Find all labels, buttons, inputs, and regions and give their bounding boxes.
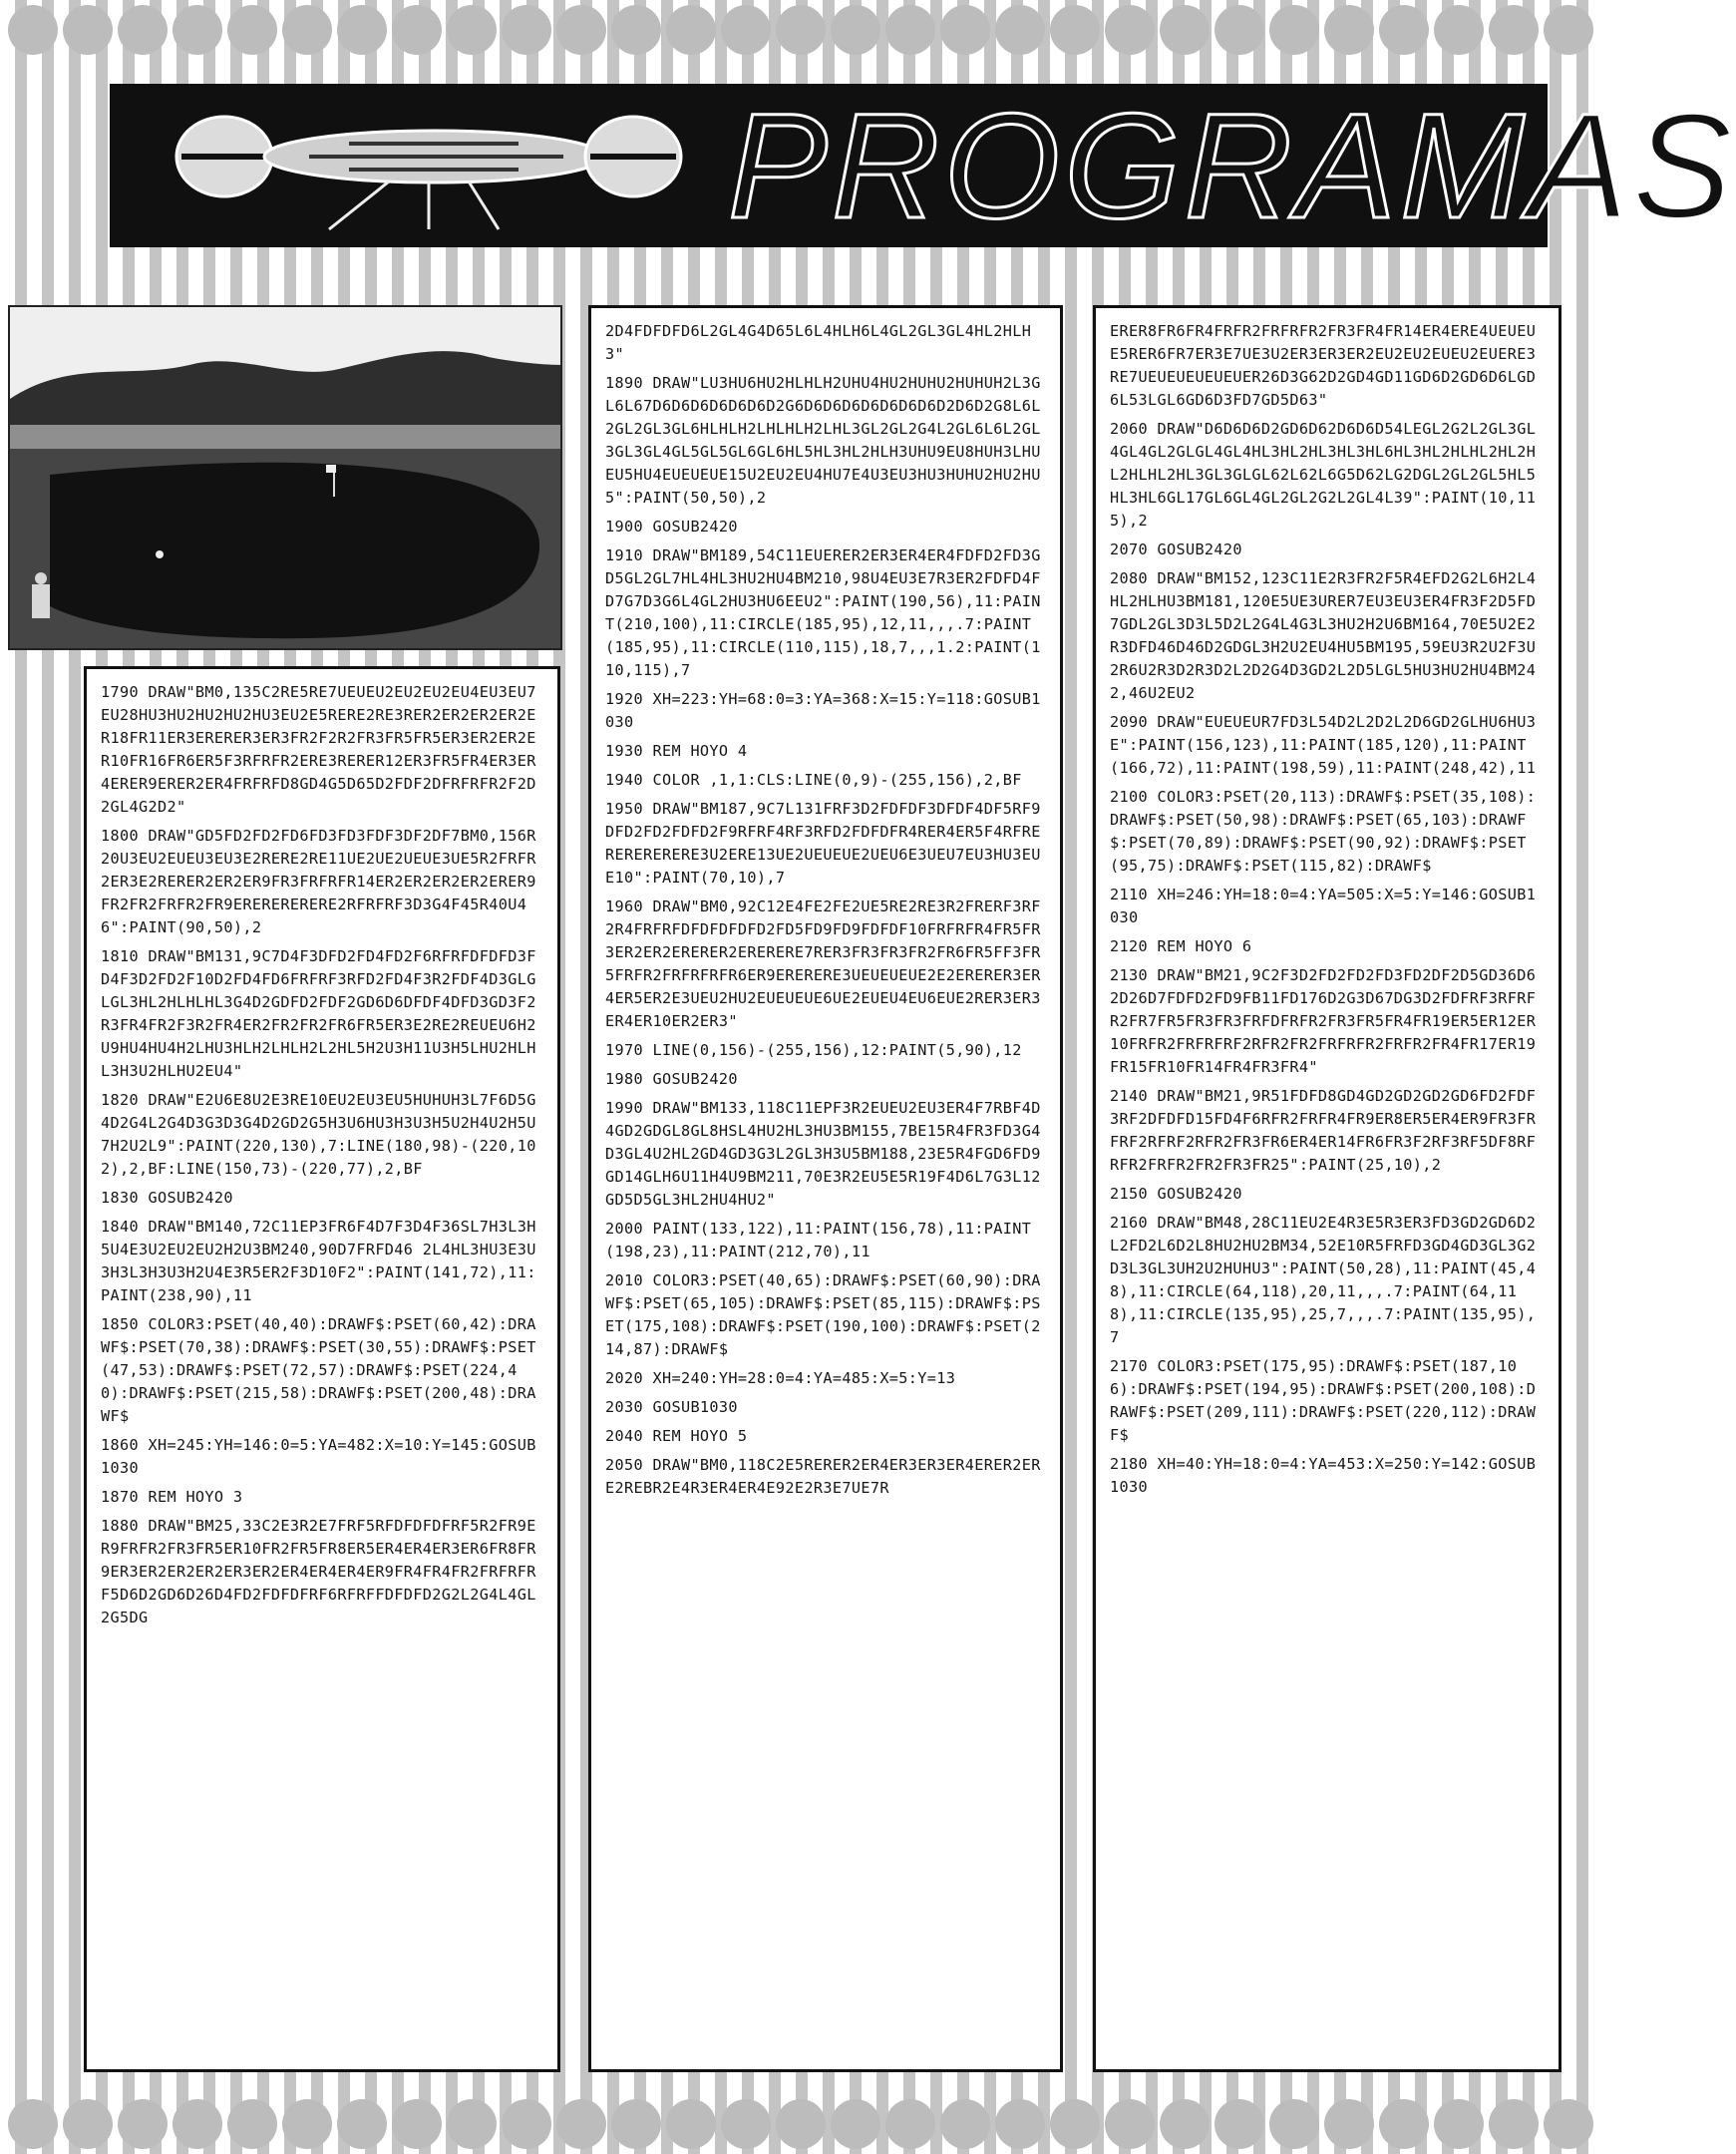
- border-dot: [282, 2099, 332, 2149]
- border-dot: [940, 5, 990, 55]
- code-line: 1900 GOSUB2420: [605, 518, 738, 536]
- code-line: 1930 REM HOYO 4: [605, 742, 748, 760]
- border-dot: [173, 5, 222, 55]
- code-line: 1890 DRAW"LU3HU6HU2HLHLH2UHU4HU2HUHU2HUHUH2L3GL6L67D6D6D6D6D6D6D2G6D6D6D6D6D6D6D6D2D6D2G8L6L2GL2GL3GL6HLHLH2LHLHLH2LHL3GL2GL2G4L2GL6L6L2GL3GL3GL4GL5GL5GL6GL6HL5HL3HL2HLH3UHU9EU8HUH3LHUEU5HU4EUEUEUE15U2EU2EU4HU7E4U3EU3HU3HUHU2HU2HU5":PAINT(50,50),2: [605, 374, 1041, 507]
- code-line: 2020 XH=240:YH=28:0=4:YA=485:X=5:Y=13: [605, 1369, 956, 1387]
- code-line: 1850 COLOR3:PSET(40,40):DRAWF$:PSET(60,42):DRAWF$:PSET(70,38):DRAWF$:PSET(30,55):DRAWF$:PSET(47,53):DRAWF$:PSET(72,57):DRAWF$:PSET(224,40):DRAWF$:PSET(215,58):DRAWF$:PSET(200,48):DRAWF$: [101, 1315, 536, 1425]
- border-dot: [1160, 5, 1210, 55]
- code-line: 1980 GOSUB2420: [605, 1070, 738, 1088]
- border-dot: [8, 5, 58, 55]
- border-dot: [1434, 2099, 1484, 2149]
- border-dot: [995, 5, 1045, 55]
- code-line: 1820 DRAW"E2U6E8U2E3RE10EU2EU3EU5HUHUH3L7F6D5G4D2G4L2G4D3G3D3G4D2GD2G5H3U6HU3H3U3H5U2H4U2H5U7H2U2L9":PAINT(220,130),7:LINE(180,98)-(220,102),2,BF:LINE(150,73)-(220,77),2,BF: [101, 1091, 536, 1178]
- header-banner: [110, 82, 1736, 249]
- border-dot: [337, 2099, 387, 2149]
- code-line: 2120 REM HOYO 6: [1110, 937, 1252, 955]
- border-dot: [1269, 5, 1319, 55]
- border-dot: [63, 5, 113, 55]
- border-dot: [885, 2099, 935, 2149]
- border-dot: [1379, 5, 1429, 55]
- bottom-dot-border: [0, 2094, 1597, 2154]
- border-dot: [1489, 2099, 1539, 2149]
- border-dot: [337, 5, 387, 55]
- page-title: PROGRAMAS: [728, 82, 1736, 249]
- code-line: 1880 DRAW"BM25,33C2E3R2E7FRF5RFDFDFDFRF5R2FR9ER9FRFR2FR3FR5ER10FR2FR5FR8ER5ER4ER4ER3ER6FR8FR9ER3ER2ER2ER2ER3ER2ER4ER4ER4ER9FR4FR4FR2FRFRFRF5D6D2GD6D26D4FD2FDFDFRF6RFRFFDFDFD2G2L2G4L4GL2G5DG: [101, 1517, 536, 1626]
- code-line: 2050 DRAW"BM0,118C2E5RERER2ER4ER3ER3ER4ERER2ERE2REBR2E4R3ER4ER4E92E2R3E7UE7R: [605, 1456, 1041, 1497]
- border-dot: [666, 2099, 716, 2149]
- code-line: 1840 DRAW"BM140,72C11EP3FR6F4D7F3D4F36SL7H3L3H5U4E3U2EU2EU2H2U3BM240,90D7FRFD46 2L4HL3HU3E3U3H3L3H3U3H2U4E3R5ER2F3D10F2":PAINT(141,72),11:PAINT(238,90),11: [101, 1218, 536, 1304]
- border-dot: [1215, 5, 1264, 55]
- code-line: 2030 GOSUB1030: [605, 1398, 738, 1416]
- code-line: 2130 DRAW"BM21,9C2F3D2FD2FD2FD3FD2DF2D5GD36D62D26D7FDFD2FD9FB11FD176D2G3D67DG3D2FDFRF3RFRFR2FR7FR5FR3FR3FRFDFRFR2FR3FR5FR4FR19ER5ER12ER10FRFR2FRFRFRF2RFR2FR2FRFRFR2FRFR2FR4FR17ER19FR15FR10FR14FR4FR3FR4": [1110, 966, 1537, 1076]
- game-screenshot: [8, 305, 562, 650]
- code-line: 1810 DRAW"BM131,9C7D4F3DFD2FD4FD2F6RFRFDFDFD3FD4F3D2FD2F10D2FD4FD6FRFRF3RFD2FD4F3R2FDF4D3GLGLGL3HL2HLHLHL3G4D2GDFD2FDF2GD6D6DFDF4DFD3GD3F2R3FR4FR2F3R2FR4ER2FR2FR2FR6FR5ER3E2RE2REUEU6H2U9HU4HU4H2LHU3HLH2LHLH2L2HL5H2U3H11U3H5LHU2HLHL3H3U2HLHU2EU4": [101, 947, 536, 1080]
- border-dot: [227, 5, 277, 55]
- code-line: 1830 GOSUB2420: [101, 1189, 233, 1207]
- border-dot: [63, 2099, 113, 2149]
- listing-column-1: [84, 666, 560, 2072]
- border-dot: [227, 2099, 277, 2149]
- border-dot: [392, 5, 442, 55]
- code-line: 2160 DRAW"BM48,28C11EU2E4R3E5R3ER3FD3GD2GD6D2L2FD2L6D2L8HU2HU2BM34,52E10R5FRFD3GD4GD3GL3G2D3L3GL3UH2U2HUHU3":PAINT(50,28),11:PAINT(45,48),11:CIRCLE(64,118),20,11,,,.7:PAINT(64,118),11:CIRCLE(135,95),25,7,,,.7:PAINT(135,95),7: [1110, 1214, 1537, 1346]
- code-line: 2180 XH=40:YH=18:0=4:YA=453:X=250:Y=142:GOSUB1030: [1110, 1455, 1537, 1496]
- border-dot: [1269, 2099, 1319, 2149]
- code-line: 2080 DRAW"BM152,123C11E2R3FR2F5R4EFD2G2L6H2L4HL2HLHU3BM181,120E5UE3URER7EU3EU3ER4FR3F2D5FD7GDL2GL3D3L5D2L2G4L4G3L3HU2H2U6BM164,70E5U2E2R3DFD46D46D2GDGL3H2U2EU4HU5BM195,59EU3R2U2F3U2R6U2R3D2R3D2L2D2G4D3GD2L2D5LGL5HU3HU2HU4BM242,46U2EU2: [1110, 569, 1537, 702]
- border-dot: [8, 2099, 58, 2149]
- border-dot: [173, 2099, 222, 2149]
- border-dot: [1105, 5, 1155, 55]
- border-dot: [1544, 2099, 1593, 2149]
- code-line: 2100 COLOR3:PSET(20,113):DRAWF$:PSET(35,108):DRAWF$:PSET(50,98):DRAWF$:PSET(65,103):DRAWF$:PSET(70,89):DRAWF$:PSET(90,92):DRAWF$:PSET(95,75):DRAWF$:PSET(115,82):DRAWF$: [1110, 788, 1537, 875]
- border-dot: [502, 2099, 551, 2149]
- code-line: 1960 DRAW"BM0,92C12E4FE2FE2UE5RE2RE3R2FRERF3RF2R4FRFRFDFDFDFDFD2FD5FD9FD9FDFDF10FRFRFR4FR5FR3ER2ER2ERERER2ERERERE7RER3FR3FR3FR2FR6FR5FF3FR5FRFR2FRFRFRFR6ER9ERERERE3UEUEUEUE2E2ERERER3ER4ER5ER2E3UEU2HU2EUEUEUE6UE2EUEU4EU6EUE2RER3ER3ER4ER10ER2ER3": [605, 898, 1041, 1030]
- border-dot: [1489, 5, 1539, 55]
- border-dot: [611, 5, 661, 55]
- code-line: 2110 XH=246:YH=18:0=4:YA=505:X=5:Y=146:GOSUB1030: [1110, 886, 1537, 926]
- code-line: 2D4FDFDFD6L2GL4G4D65L6L4HLH6L4GL2GL3GL4HL2HLH3": [605, 322, 1032, 363]
- code-line: ERER8FR6FR4FRFR2FRFRFR2FR3FR4FR14ER4ERE4UEUEUE5RER6FR7ER3E7UE3U2ER3ER3ER2EU2EU2EUEU2EUERE3RE7UEUEUEUEUEUER26D3G62D2GD4GD11GD6D2GD6D6LGD6L53LGL6GD6D3FD7GD5D63": [1110, 322, 1537, 409]
- code-line: 1950 DRAW"BM187,9C7L131FRF3D2FDFDF3DFDF4DF5RF9DFD2FD2FDFD2F9RFRF4RF3RFD2FDFDFR4RER4ER5F4RFRERERERERERE3U2ERE13UE2UEUEUE2UEU6E3UEU7EU3HU3EUE10":PAINT(70,10),7: [605, 800, 1041, 887]
- spaceship-icon: [170, 102, 688, 231]
- border-dot: [1050, 2099, 1100, 2149]
- border-dot: [721, 5, 771, 55]
- code-line: 1970 LINE(0,156)-(255,156),12:PAINT(5,90),12: [605, 1041, 1022, 1059]
- border-dot: [447, 5, 497, 55]
- border-dot: [1160, 2099, 1210, 2149]
- border-dot: [556, 5, 606, 55]
- code-line: 1790 DRAW"BM0,135C2RE5RE7UEUEU2EU2EU2EU4EU3EU7EU28HU3HU2HU2HU2HU3EU2E5RERE2RE3RER2ER2ER2ER2ER18FR11ER3ERERER3ER3FR2F2R2FR3FR5FR5ER3ER2ER2ER10FR16FR6ER5F3RFRFR2ERE3RERER12ER3FR5FR4ER3ER4ERER9ERER2ER4FRFRFD8GD4G5D65D2FDF2DFRFRFR2F2D2GL4G2D2": [101, 683, 536, 816]
- border-dot: [721, 2099, 771, 2149]
- border-dot: [1379, 2099, 1429, 2149]
- code-line: 2060 DRAW"D6D6D6D2GD6D62D6D6D54LEGL2G2L2GL3GL4GL4GL2GLGL4GL4HL3HL2HL3HL3HL6HL3HL2HLHL2HL2HL2HLHL2HL3GL3GLGL62L62L6G5D62LG2DGL2GL2GL5HL5HL3HL6GL17GL6GL4GL2GL2G2L2GL4L39":PAINT(10,115),2: [1110, 420, 1537, 530]
- code-line: 2070 GOSUB2420: [1110, 540, 1242, 558]
- code-line: 2040 REM HOYO 5: [605, 1427, 748, 1445]
- border-dot: [118, 2099, 168, 2149]
- code-line: 1860 XH=245:YH=146:0=5:YA=482:X=10:Y=145:GOSUB1030: [101, 1436, 536, 1477]
- code-line: 1920 XH=223:YH=68:0=3:YA=368:X=15:Y=118:GOSUB1030: [605, 690, 1041, 731]
- code-line: 1990 DRAW"BM133,118C11EPF3R2EUEU2EU3ER4F7RBF4D4GD2GDGL8GL8HSL4HU2HL3HU3BM155,7BE15R4FR3FD3G4D3GL4U2HL2GD4GD3G3L2GL3H3U5BM188,23E5R4FGD6FD9GD14GLH6U11H4U9BM211,70E3R2EU5E5R19F4D6L7G3L12GD5D5GL3HL2HU4HU2": [605, 1099, 1041, 1209]
- border-dot: [940, 2099, 990, 2149]
- border-dot: [831, 5, 880, 55]
- border-dot: [1544, 5, 1593, 55]
- border-dot: [831, 2099, 880, 2149]
- code-line: 1800 DRAW"GD5FD2FD2FD6FD3FD3FDF3DF2DF7BM0,156R20U3EU2EUEU3EU3E2RERE2RE11UE2UE2UEUE3UE5R2FRFR2ER3E2RERER2ER2ER9FR3FRFRFR14ER2ER2ER2ER2ERER9FR2FR2FRFR2FR9ERERERERERE2RFRFRF3D3G4F45R40U46":PAINT(90,50),2: [101, 827, 536, 936]
- border-dot: [1050, 5, 1100, 55]
- border-dot: [392, 2099, 442, 2149]
- border-dot: [1324, 2099, 1374, 2149]
- code-line: 1870 REM HOYO 3: [101, 1488, 243, 1506]
- code-line: 2090 DRAW"EUEUEUR7FD3L54D2L2D2L2D6GD2GLHU6HU3E":PAINT(156,123),11:PAINT(185,120),11:PAINT(166,72),11:PAINT(198,59),11:PAINT(248,42),11: [1110, 713, 1537, 777]
- border-dot: [611, 2099, 661, 2149]
- listing-column-2: [588, 305, 1063, 2072]
- code-line: 2150 GOSUB2420: [1110, 1185, 1242, 1203]
- border-dot: [776, 5, 826, 55]
- border-dot: [282, 5, 332, 55]
- border-dot: [666, 5, 716, 55]
- border-dot: [118, 5, 168, 55]
- border-dot: [1215, 2099, 1264, 2149]
- border-dot: [995, 2099, 1045, 2149]
- border-dot: [1105, 2099, 1155, 2149]
- top-dot-border: [0, 0, 1597, 60]
- code-line: 2140 DRAW"BM21,9R51FDFD8GD4GD2GD2GD2GD6FD2FDF3RF2DFDFD15FD4F6RFR2FRFR4FR9ER8ER5ER4ER9FR3FRFRF2RFRF2RFR2FR3FR6ER4ER14FR6FR3F2RF3RF5DF8RFRFR2FRFR2FR2FR3FR25":PAINT(25,10),2: [1110, 1087, 1537, 1174]
- border-dot: [885, 5, 935, 55]
- border-dot: [556, 2099, 606, 2149]
- code-line: 2010 COLOR3:PSET(40,65):DRAWF$:PSET(60,90):DRAWF$:PSET(65,105):DRAWF$:PSET(85,115):DRAWF$:PSET(175,108):DRAWF$:PSET(190,100):DRAWF$:PSET(214,87):DRAWF$: [605, 1271, 1041, 1358]
- border-dot: [1324, 5, 1374, 55]
- code-line: 2000 PAINT(133,122),11:PAINT(156,78),11:PAINT(198,23),11:PAINT(212,70),11: [605, 1220, 1032, 1260]
- code-line: 1910 DRAW"BM189,54C11EUERER2ER3ER4ER4FDFD2FD3GD5GL2GL7HL4HL3HU2HU4BM210,98U4EU3E7R3ER2FDFD4FD7G7D3G6L4GL2HU3HU6EEU2":PAINT(190,56),11:PAINT(210,100),11:CIRCLE(185,95),12,11,,,.7:PAINT(185,95),11:CIRCLE(110,115),18,7,,,1.2:PAINT(110,115),7: [605, 546, 1041, 679]
- border-dot: [502, 5, 551, 55]
- border-dot: [1434, 5, 1484, 55]
- border-dot: [776, 2099, 826, 2149]
- border-dot: [447, 2099, 497, 2149]
- code-line: 2170 COLOR3:PSET(175,95):DRAWF$:PSET(187,106):DRAWF$:PSET(194,95):DRAWF$:PSET(200,108):DRAWF$:PSET(209,111):DRAWF$:PSET(220,112):DRAWF$: [1110, 1357, 1537, 1444]
- code-line: 1940 COLOR ,1,1:CLS:LINE(0,9)-(255,156),2,BF: [605, 771, 1022, 789]
- listing-column-3: [1093, 305, 1562, 2072]
